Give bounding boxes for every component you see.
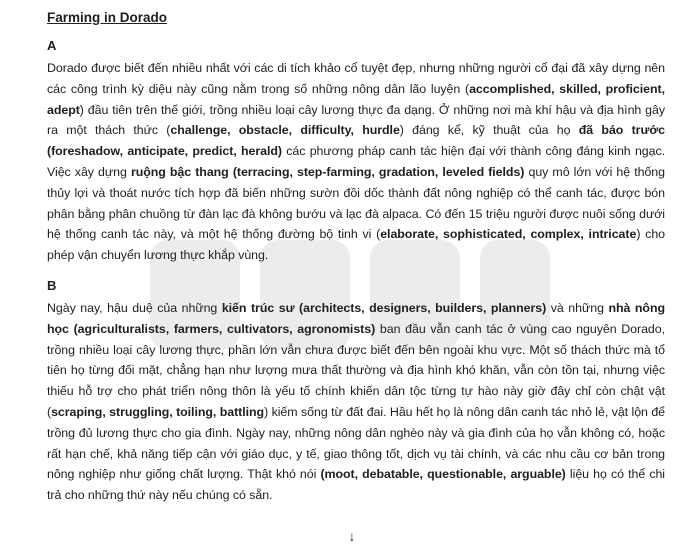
document-title: Farming in Dorado [47,10,168,25]
section-b-letter: B [47,277,57,293]
section-a-paragraph: Dorado được biết đến nhiều nhất với các di tích khảo cổ tuyệt đẹp, nhưng những người cổ đại đã xây dựng nên các công trình kỳ diệu này cũng nằm trong số những nông dân lão luyện (accomplished, skilled, proficient, adept) đầu tiên trên thế giới, trồng nhiều loại cây lương thực đa dạng. Ở những nơi mà khí hậu và địa hình gây ra một thách thức (challenge, obstacle, difficulty, hurdle) đáng kể, kỹ thuật của họ đã báo trước (foreshadow, anticipate, predict, herald) các phương pháp canh tác hiện đại với thành công đáng kinh ngạc. Việc xây dựng ruộng bậc thang (terracing, step-farming, gradation, leveled fields) quy mô lớn với hệ thống thủy lợi và thoát nước tích hợp đã biến những sườn đồi dốc thành đất nông nghiệp có thể canh tác, được bón phân bằng phân chuồng từ đàn lạc đà không bướu và lạc đà alpaca. Có đến 15 triệu người được nuôi sống dưới hệ thống canh tác này, và một hệ thống đường bộ tinh vi (elaborate, sophisticated, complex, intricate) cho phép vận chuyển lương thực khắp vùng. [47,61,666,263]
document-page [47,6,665,518]
section-b-paragraph: Ngày nay, hậu duệ của những kiến trúc sư (architects, designers, builders, planners) và những nhà nông học (agriculturalists, farmers, cultivators, agronomists) ban đầu vẫn canh tác ở vùng cao nguyên Dorado, trồng nhiều loại cây lương thực, phần lớn vẫn chưa được biết đến bên ngoài khu vực. Một số thách thức mà tổ tiên họ từng đối mặt, chẳng hạn như lượng mưa thất thường và địa hình khó khăn, vẫn còn tồn tại, nhưng việc thiếu hỗ trợ cho phát triển nông thôn là yếu tố chính khiến dân tộc từng tự hào này giờ đây chỉ còn chật vật (scraping, struggling, toiling, battling) kiếm sống từ đất đai. Hầu hết họ là nông dân canh tác nhỏ lẻ, vật lộn để trồng đủ lương thực cho gia đình. Ngày nay, những nông dân nghèo này và gia đình của họ vẫn không có, hoặc rất hạn chế, khả năng tiếp cận với giáo dục, y tế, giao thông tốt, dịch vụ tài chính, và các nhu cầu cơ bản trong nông nghiệp như giống chất lượng. Thật khó nói (moot, debatable, questionable, arguable) liệu họ có thể chi trả cho những thứ này nếu chúng có sẵn. [47,300,666,503]
scroll-down-arrow-icon[interactable]: ↓ [345,528,359,544]
section-a-letter: A [47,38,57,53]
section-a [47,38,665,266]
section-b [47,278,665,506]
